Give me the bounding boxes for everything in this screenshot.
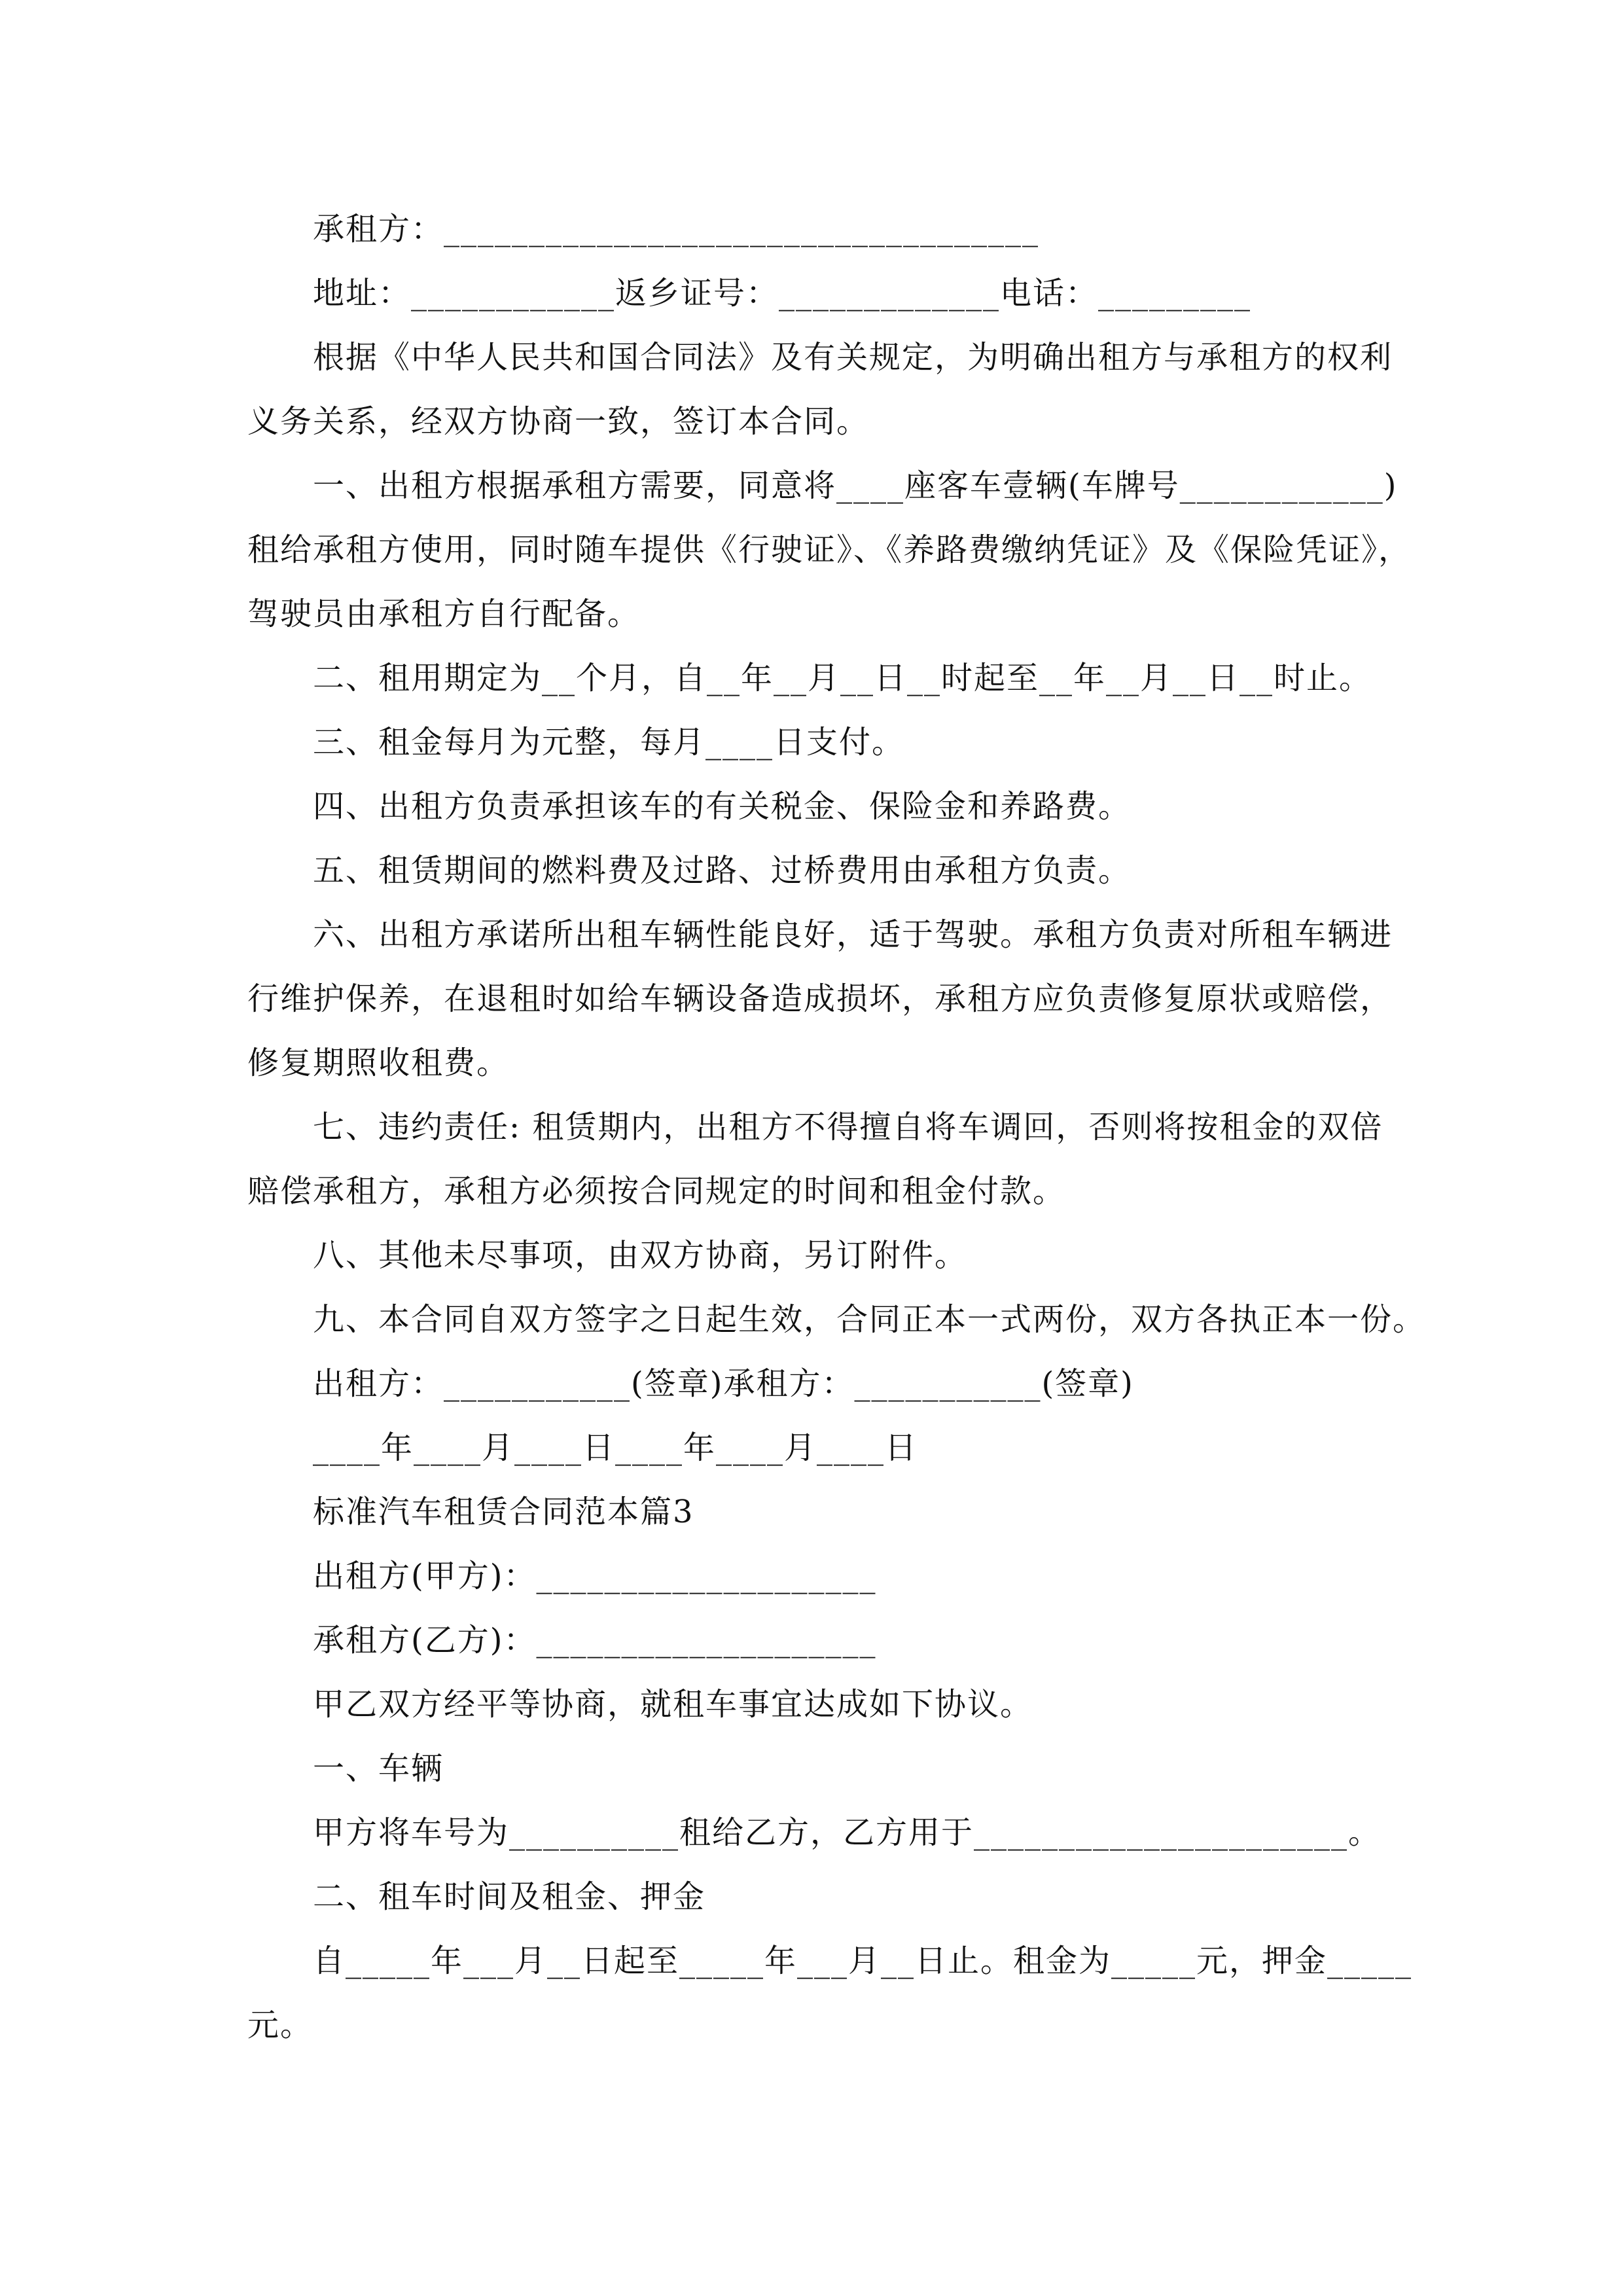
vehicle-clause: 甲方将车号为__________租给乙方，乙方用于______________________。: [313, 1814, 1382, 1851]
clause-9: 九、本合同自双方签字之日起生效，合同正本一式两份，双方各执正本一份。: [313, 1301, 1426, 1338]
time-rent-clause-line-2: 元。: [247, 2007, 313, 2043]
clause-6-line-3: 修复期照收租费。: [247, 1045, 510, 1081]
heading-time-rent-deposit: 二、租车时间及租金、押金: [313, 1878, 706, 1915]
clause-6-line-1: 六、出租方承诺所出租车辆性能良好，适于驾驶。承租方负责对所租车辆进: [313, 916, 1393, 953]
time-rent-clause-line-1: 自_____年___月__日起至_____年___月__日止。租金为_____元，押金_____: [313, 1943, 1413, 1979]
heading-vehicle: 一、车辆: [313, 1750, 444, 1787]
clause-1-line-2: 租给承租方使用，同时随车提供《行驶证》、《养路费缴纳凭证》及《保险凭证》，: [247, 531, 1412, 568]
lessor-party-a: 出租方(甲方)：____________________: [313, 1558, 877, 1594]
clause-3: 三、租金每月为元整，每月____日支付。: [313, 724, 905, 761]
address-line: 地址：____________返乡证号：_____________电话：_________: [313, 275, 1252, 312]
lessee-party-b: 承租方(乙方)：____________________: [313, 1622, 877, 1659]
signature-line: 出租方：___________(签章)承租方：___________(签章): [313, 1365, 1134, 1402]
clause-1-line-1: 一、出租方根据承租方需要，同意将____座客车壹辆(车牌号____________): [313, 467, 1398, 504]
clause-5: 五、租赁期间的燃料费及过路、过桥费用由承租方负责。: [313, 852, 1132, 889]
date-line: ____年____月____日____年____月____日: [313, 1429, 918, 1466]
clause-7-line-1: 七、违约责任: 租赁期内，出租方不得擅自将车调回，否则将按租金的双倍: [313, 1109, 1383, 1145]
lessee-line: 承租方：___________________________________: [313, 211, 1040, 247]
intro-paragraph-2: 义务关系，经双方协商一致，签订本合同。: [247, 403, 870, 440]
clause-8: 八、其他未尽事项，由双方协商，另订附件。: [313, 1237, 968, 1274]
clause-4: 四、出租方负责承担该车的有关税金、保险金和养路费。: [313, 788, 1132, 825]
clause-7-line-2: 赔偿承租方，承租方必须按合同规定的时间和租金付款。: [247, 1173, 1066, 1210]
clause-2: 二、租用期定为__个月，自__年__月__日__时起至__年__月__日__时止。: [313, 660, 1372, 696]
clause-6-line-2: 行维护保养，在退租时如给车辆设备造成损坏，承租方应负责修复原状或赔偿，: [247, 980, 1393, 1017]
intro-paragraph-1: 根据《中华人民共和国合同法》及有关规定，为明确出租方与承租方的权利: [313, 339, 1393, 376]
agreement-intro: 甲乙双方经平等协商，就租车事宜达成如下协议。: [313, 1686, 1033, 1723]
section-title: 标准汽车租赁合同范本篇3: [313, 1494, 694, 1530]
clause-1-line-3: 驾驶员由承租方自行配备。: [247, 596, 641, 632]
